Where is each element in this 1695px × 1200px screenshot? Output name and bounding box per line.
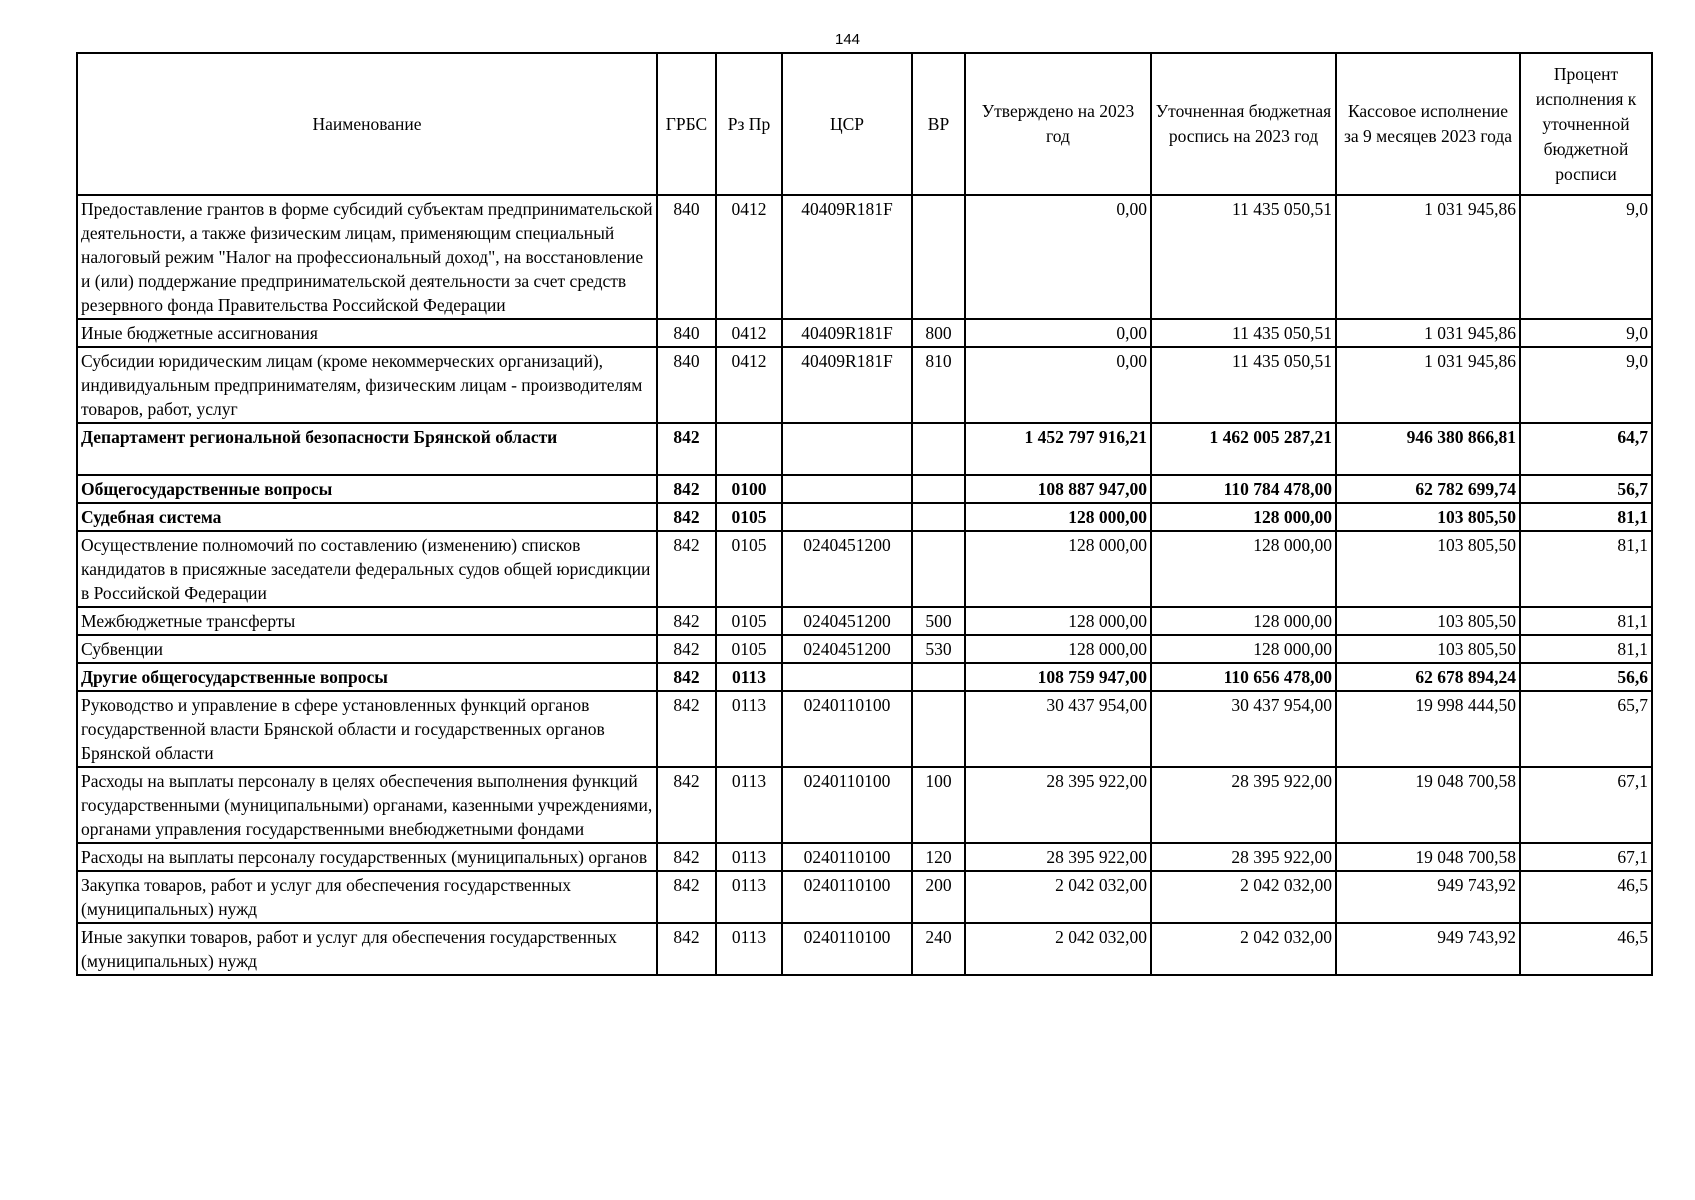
cell-rzpr: 0100 bbox=[716, 475, 782, 503]
cell-revised: 128 000,00 bbox=[1151, 503, 1336, 531]
cell-executed: 103 805,50 bbox=[1336, 531, 1520, 607]
cell-approved: 108 759 947,00 bbox=[965, 663, 1151, 691]
cell-csr: 0240110100 bbox=[782, 871, 912, 923]
cell-vr: 120 bbox=[912, 843, 965, 871]
cell-percent: 81,1 bbox=[1520, 503, 1652, 531]
cell-rzpr: 0105 bbox=[716, 531, 782, 607]
cell-approved: 28 395 922,00 bbox=[965, 843, 1151, 871]
cell-vr: 240 bbox=[912, 923, 965, 975]
cell-name: Руководство и управление в сфере установленных функций органов государственной власти Брянской области и государственных органов Брянской области bbox=[77, 691, 657, 767]
cell-executed: 949 743,92 bbox=[1336, 871, 1520, 923]
cell-rzpr: 0113 bbox=[716, 871, 782, 923]
cell-name: Судебная система bbox=[77, 503, 657, 531]
cell-csr bbox=[782, 475, 912, 503]
cell-executed: 103 805,50 bbox=[1336, 503, 1520, 531]
cell-approved: 128 000,00 bbox=[965, 503, 1151, 531]
cell-name: Другие общегосударственные вопросы bbox=[77, 663, 657, 691]
table-row bbox=[77, 663, 1652, 691]
cell-executed: 103 805,50 bbox=[1336, 607, 1520, 635]
table-row bbox=[77, 691, 1652, 767]
table-row bbox=[77, 871, 1652, 923]
header-approved: Утверждено на 2023 год bbox=[965, 53, 1151, 195]
cell-vr: 500 bbox=[912, 607, 965, 635]
header-executed: Кассовое исполнение за 9 месяцев 2023 года bbox=[1336, 53, 1520, 195]
header-vr: ВР bbox=[912, 53, 965, 195]
table-row bbox=[77, 923, 1652, 975]
cell-vr bbox=[912, 503, 965, 531]
table-row bbox=[77, 503, 1652, 531]
cell-csr: 0240451200 bbox=[782, 635, 912, 663]
cell-rzpr: 0105 bbox=[716, 607, 782, 635]
cell-name: Осуществление полномочий по составлению (изменению) списков кандидатов в присяжные заседатели федеральных судов общей юрисдикции в Российской Федерации bbox=[77, 531, 657, 607]
budget-table bbox=[76, 52, 1653, 976]
cell-revised: 11 435 050,51 bbox=[1151, 195, 1336, 319]
cell-vr: 810 bbox=[912, 347, 965, 423]
cell-name: Предоставление грантов в форме субсидий субъектам предпринимательской деятельности, а также физическим лицам, применяющим специальный налоговый режим "Налог на профессиональный доход", на восстановление и (или) поддержание предпринимательской деятельности за счет средств резервного фонда Правительства Российской Федерации bbox=[77, 195, 657, 319]
cell-percent: 67,1 bbox=[1520, 843, 1652, 871]
cell-executed: 62 782 699,74 bbox=[1336, 475, 1520, 503]
cell-percent: 56,6 bbox=[1520, 663, 1652, 691]
cell-percent: 81,1 bbox=[1520, 607, 1652, 635]
cell-executed: 949 743,92 bbox=[1336, 923, 1520, 975]
cell-approved: 128 000,00 bbox=[965, 607, 1151, 635]
cell-grbs: 842 bbox=[657, 607, 716, 635]
table-row bbox=[77, 767, 1652, 843]
cell-revised: 128 000,00 bbox=[1151, 635, 1336, 663]
table-row bbox=[77, 195, 1652, 319]
cell-percent: 9,0 bbox=[1520, 347, 1652, 423]
cell-percent: 64,7 bbox=[1520, 423, 1652, 475]
cell-grbs: 840 bbox=[657, 347, 716, 423]
cell-percent: 46,5 bbox=[1520, 923, 1652, 975]
cell-revised: 28 395 922,00 bbox=[1151, 767, 1336, 843]
cell-name: Департамент региональной безопасности Брянской области bbox=[77, 423, 657, 475]
table-row bbox=[77, 531, 1652, 607]
cell-revised: 11 435 050,51 bbox=[1151, 347, 1336, 423]
cell-executed: 1 031 945,86 bbox=[1336, 195, 1520, 319]
cell-percent: 9,0 bbox=[1520, 195, 1652, 319]
cell-grbs: 842 bbox=[657, 531, 716, 607]
header-rzpr: Рз Пр bbox=[716, 53, 782, 195]
table-row bbox=[77, 843, 1652, 871]
cell-rzpr: 0412 bbox=[716, 347, 782, 423]
cell-revised: 128 000,00 bbox=[1151, 531, 1336, 607]
cell-revised: 11 435 050,51 bbox=[1151, 319, 1336, 347]
cell-percent: 65,7 bbox=[1520, 691, 1652, 767]
cell-csr: 40409R181F bbox=[782, 195, 912, 319]
cell-rzpr: 0113 bbox=[716, 691, 782, 767]
table-body bbox=[77, 195, 1652, 975]
cell-approved: 108 887 947,00 bbox=[965, 475, 1151, 503]
cell-csr: 40409R181F bbox=[782, 347, 912, 423]
cell-name: Субвенции bbox=[77, 635, 657, 663]
cell-revised: 2 042 032,00 bbox=[1151, 871, 1336, 923]
table-row bbox=[77, 635, 1652, 663]
cell-grbs: 842 bbox=[657, 871, 716, 923]
table-header-row bbox=[77, 53, 1652, 195]
cell-percent: 81,1 bbox=[1520, 531, 1652, 607]
header-revised: Уточненная бюджетная роспись на 2023 год bbox=[1151, 53, 1336, 195]
cell-approved: 2 042 032,00 bbox=[965, 923, 1151, 975]
cell-rzpr: 0412 bbox=[716, 195, 782, 319]
cell-grbs: 842 bbox=[657, 691, 716, 767]
cell-approved: 128 000,00 bbox=[965, 531, 1151, 607]
cell-csr: 40409R181F bbox=[782, 319, 912, 347]
table-row bbox=[77, 607, 1652, 635]
cell-revised: 110 784 478,00 bbox=[1151, 475, 1336, 503]
cell-name: Расходы на выплаты персоналу государственных (муниципальных) органов bbox=[77, 843, 657, 871]
cell-revised: 28 395 922,00 bbox=[1151, 843, 1336, 871]
cell-approved: 1 452 797 916,21 bbox=[965, 423, 1151, 475]
cell-csr bbox=[782, 503, 912, 531]
header-grbs: ГРБС bbox=[657, 53, 716, 195]
cell-rzpr: 0113 bbox=[716, 767, 782, 843]
cell-grbs: 842 bbox=[657, 923, 716, 975]
cell-vr bbox=[912, 475, 965, 503]
cell-csr bbox=[782, 663, 912, 691]
table-row bbox=[77, 347, 1652, 423]
cell-revised: 128 000,00 bbox=[1151, 607, 1336, 635]
cell-name: Субсидии юридическим лицам (кроме некоммерческих организаций), индивидуальным предпринимателям, физическим лицам - производителям товаров, работ, услуг bbox=[77, 347, 657, 423]
cell-csr: 0240110100 bbox=[782, 767, 912, 843]
cell-approved: 2 042 032,00 bbox=[965, 871, 1151, 923]
cell-vr bbox=[912, 663, 965, 691]
header-percent: Процент исполнения к уточненной бюджетной росписи bbox=[1520, 53, 1652, 195]
cell-rzpr: 0113 bbox=[716, 843, 782, 871]
cell-csr: 0240110100 bbox=[782, 843, 912, 871]
cell-percent: 56,7 bbox=[1520, 475, 1652, 503]
header-name: Наименование bbox=[77, 53, 657, 195]
cell-approved: 128 000,00 bbox=[965, 635, 1151, 663]
cell-approved: 28 395 922,00 bbox=[965, 767, 1151, 843]
table-row bbox=[77, 475, 1652, 503]
cell-percent: 81,1 bbox=[1520, 635, 1652, 663]
cell-csr: 0240110100 bbox=[782, 923, 912, 975]
cell-approved: 0,00 bbox=[965, 319, 1151, 347]
cell-percent: 9,0 bbox=[1520, 319, 1652, 347]
cell-name: Закупка товаров, работ и услуг для обеспечения государственных (муниципальных) нужд bbox=[77, 871, 657, 923]
cell-vr: 100 bbox=[912, 767, 965, 843]
cell-name: Общегосударственные вопросы bbox=[77, 475, 657, 503]
table-row bbox=[77, 319, 1652, 347]
cell-name: Межбюджетные трансферты bbox=[77, 607, 657, 635]
cell-rzpr: 0113 bbox=[716, 923, 782, 975]
cell-executed: 1 031 945,86 bbox=[1336, 319, 1520, 347]
cell-vr bbox=[912, 531, 965, 607]
cell-revised: 1 462 005 287,21 bbox=[1151, 423, 1336, 475]
cell-rzpr: 0412 bbox=[716, 319, 782, 347]
cell-grbs: 842 bbox=[657, 475, 716, 503]
cell-grbs: 842 bbox=[657, 503, 716, 531]
header-csr: ЦСР bbox=[782, 53, 912, 195]
cell-vr: 200 bbox=[912, 871, 965, 923]
cell-name: Расходы на выплаты персоналу в целях обеспечения выполнения функций государственными (муниципальными) органами, казенными учреждениями, органами управления государственными внебюджетными фондами bbox=[77, 767, 657, 843]
cell-approved: 30 437 954,00 bbox=[965, 691, 1151, 767]
cell-grbs: 842 bbox=[657, 635, 716, 663]
cell-vr bbox=[912, 423, 965, 475]
cell-rzpr: 0105 bbox=[716, 635, 782, 663]
cell-grbs: 840 bbox=[657, 195, 716, 319]
cell-csr: 0240451200 bbox=[782, 607, 912, 635]
cell-vr bbox=[912, 691, 965, 767]
cell-grbs: 842 bbox=[657, 843, 716, 871]
cell-rzpr bbox=[716, 423, 782, 475]
cell-executed: 19 048 700,58 bbox=[1336, 843, 1520, 871]
cell-percent: 46,5 bbox=[1520, 871, 1652, 923]
cell-executed: 19 048 700,58 bbox=[1336, 767, 1520, 843]
cell-csr bbox=[782, 423, 912, 475]
cell-executed: 946 380 866,81 bbox=[1336, 423, 1520, 475]
cell-name: Иные бюджетные ассигнования bbox=[77, 319, 657, 347]
cell-vr bbox=[912, 195, 965, 319]
cell-revised: 110 656 478,00 bbox=[1151, 663, 1336, 691]
cell-approved: 0,00 bbox=[965, 347, 1151, 423]
cell-rzpr: 0113 bbox=[716, 663, 782, 691]
cell-vr: 530 bbox=[912, 635, 965, 663]
cell-rzpr: 0105 bbox=[716, 503, 782, 531]
page-number: 144 bbox=[834, 31, 861, 48]
cell-csr: 0240110100 bbox=[782, 691, 912, 767]
cell-name: Иные закупки товаров, работ и услуг для обеспечения государственных (муниципальных) нужд bbox=[77, 923, 657, 975]
table-row bbox=[77, 423, 1652, 475]
cell-executed: 1 031 945,86 bbox=[1336, 347, 1520, 423]
cell-revised: 2 042 032,00 bbox=[1151, 923, 1336, 975]
cell-revised: 30 437 954,00 bbox=[1151, 691, 1336, 767]
cell-approved: 0,00 bbox=[965, 195, 1151, 319]
cell-grbs: 842 bbox=[657, 767, 716, 843]
cell-percent: 67,1 bbox=[1520, 767, 1652, 843]
cell-vr: 800 bbox=[912, 319, 965, 347]
cell-grbs: 840 bbox=[657, 319, 716, 347]
cell-executed: 62 678 894,24 bbox=[1336, 663, 1520, 691]
cell-executed: 103 805,50 bbox=[1336, 635, 1520, 663]
cell-csr: 0240451200 bbox=[782, 531, 912, 607]
cell-grbs: 842 bbox=[657, 423, 716, 475]
cell-grbs: 842 bbox=[657, 663, 716, 691]
cell-executed: 19 998 444,50 bbox=[1336, 691, 1520, 767]
